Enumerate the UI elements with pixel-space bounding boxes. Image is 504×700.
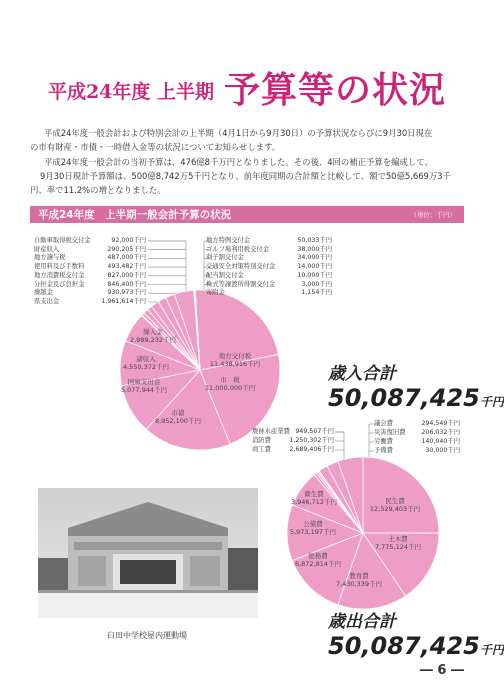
expense-right-item: 災害復旧費 206,032千円 (374, 429, 460, 436)
expense-right-item: 予備費 30,000千円 (374, 447, 460, 454)
revenue-seg-label: 繰入金 2,989,232千円 (129, 328, 177, 344)
expense-right-item: 議会費 294,549千円 (374, 420, 460, 427)
revenue-seg-label: 市 税 11,000,000千円 (204, 376, 256, 392)
intro-line-2: の市有財産・市債・一時借入金等の状況についてお知らせします。 (30, 142, 281, 152)
revenue-left-item: 繰越金 930,973千円 (34, 289, 146, 297)
title-period: 平成24年度 上半期 (47, 81, 215, 103)
title-main: 予算等の状況 (224, 69, 447, 111)
page-number: ― 6 ― (419, 663, 464, 678)
revenue-seg-label: 市債 8,952,100千円 (154, 409, 202, 425)
expense-seg-label: 公債費 5,973,197千円 (289, 520, 337, 536)
revenue-left-item: 地方譲与税 487,000千円 (34, 254, 146, 262)
revenue-left-item: 使用料及び手数料 493,482千円 (34, 263, 146, 271)
intro-line-5: 円、率で11.2%の増となりました。 (30, 185, 166, 195)
revenue-right-item: 寄附金 1,154千円 (206, 289, 332, 297)
revenue-right-item: 配当割交付金 10,000千円 (206, 271, 332, 279)
school-gym-photo (38, 488, 258, 618)
revenue-total: 歳入合計 50,087,425千円 (328, 364, 504, 412)
revenue-right-item: 利子割交付金 34,000千円 (206, 254, 332, 262)
revenue-left-item: 自動車取得税交付金 92,000千円 (34, 237, 146, 244)
revenue-left-item: 県支出金 1,961,614千円 (34, 297, 146, 305)
revenue-right-item: ゴルフ場利用税交付金 38,000千円 (206, 245, 332, 253)
revenue-seg-label: 地方交付税 11,438,916千円 (209, 352, 261, 368)
unit-label: （単位：千円） (410, 211, 456, 219)
intro-line-3: 平成24年度一般会計の当初予算は、476億8千万円となりました。その後、4回の補正予算を編成して、 (44, 157, 433, 167)
photo-caption: 臼田中学校屋内運動場 (107, 631, 187, 640)
expense-seg-label: 民生費 12,529,403千円 (369, 497, 421, 513)
expense-right-item: 労働費 140,040千円 (374, 438, 460, 445)
revenue-left-item: 地方消費税交付金 827,000千円 (34, 271, 146, 279)
expense-seg-label: 土木費 7,775,124千円 (374, 535, 422, 551)
revenue-seg-label: 諸収入 4,550,372千円 (122, 355, 170, 371)
section-title: 平成24年度 上半期一般会計予算の状況 (38, 209, 232, 221)
revenue-right-item: 地方特例交付金 50,033千円 (206, 237, 332, 244)
revenue-right-item: 株式等譲渡所得割交付金 3,000千円 (206, 280, 332, 288)
expense-seg-label: 総務費 6,872,814千円 (294, 552, 342, 568)
revenue-left-item: 財産収入 290,205千円 (34, 245, 146, 253)
expense-left-item: 消防費 1,250,302千円 (252, 437, 334, 444)
expense-total: 歳出合計 50,087,425千円 (328, 612, 504, 660)
expense-seg-label: 衛生費 3,946,712千円 (290, 490, 338, 506)
revenue-right-item: 交通安全対策特別交付金 14,000千円 (206, 263, 332, 271)
pie-slice (363, 457, 439, 533)
intro-line-4: 9月30日現計予算額は、500億8,742万5千円となり、前年度同期の合計額と比較して、額で50億5,669万3千 (40, 171, 451, 181)
expense-left-item: 商工費 2,689,406千円 (252, 446, 334, 453)
revenue-left-item: 分担金及び負担金 846,400千円 (34, 280, 146, 288)
expense-left-item: 農林水産業費 949,507千円 (252, 428, 334, 435)
revenue-seg-label: 国庫支出金 5,077,944千円 (120, 378, 168, 394)
expense-seg-label: 教育費 7,430,339千円 (335, 572, 383, 588)
intro-line-1: 平成24年度一般会計および特別会計の上半期（4月1日から9月30日）の予算状況ならびに9月30日現在 (44, 128, 433, 138)
